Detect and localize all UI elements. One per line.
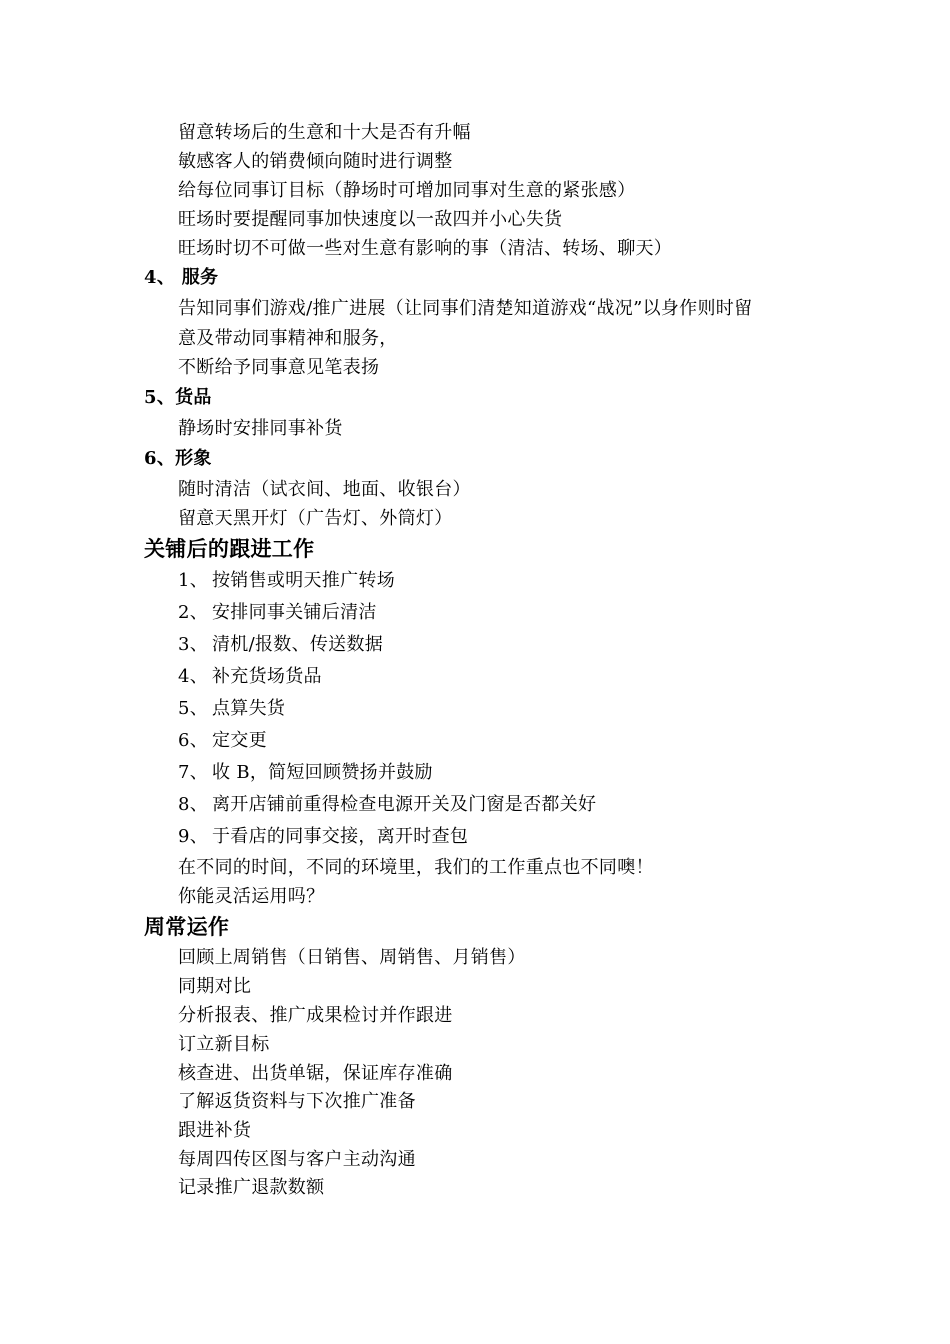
- text-line: 旺场时切不可做一些对生意有影响的事（清洁、转场、聊天）: [178, 238, 673, 259]
- text-line: 同期对比: [178, 976, 252, 997]
- list-number: 1、: [178, 570, 209, 591]
- section-heading-closing: 关铺后的跟进工作: [144, 537, 315, 561]
- list-number: 8、: [178, 794, 209, 815]
- text-line: 旺场时要提醒同事加快速度以一敌四并小心失货: [178, 209, 563, 230]
- list-text: 定交更: [212, 730, 267, 751]
- text-line: 跟进补货: [178, 1120, 252, 1141]
- section-heading-weekly: 周常运作: [144, 915, 230, 939]
- list-number: 5、: [178, 698, 209, 719]
- subheading-service: 4、 服务: [144, 267, 219, 288]
- list-text: 收 B，简短回顾赞扬并鼓励: [212, 762, 433, 783]
- list-number: 4、: [178, 666, 209, 687]
- text-line: 分析报表、推广成果检讨并作跟进: [178, 1005, 453, 1026]
- list-text: 补充货场货品: [212, 666, 322, 687]
- text-line: 意及带动同事精神和服务，: [178, 328, 398, 349]
- text-line: 给每位同事订目标（静场时可增加同事对生意的紧张感）: [178, 180, 636, 201]
- text-line: 敏感客人的销费倾向随时进行调整: [178, 151, 453, 172]
- list-number: 2、: [178, 602, 209, 623]
- list-item: [178, 761, 433, 785]
- list-number: 6、: [178, 730, 209, 751]
- list-item: [178, 729, 267, 753]
- text-line: 回顾上周销售（日销售、周销售、月销售）: [178, 947, 526, 968]
- list-text: 离开店铺前重得检查电源开关及门窗是否都关好: [212, 794, 597, 815]
- text-line: 订立新目标: [178, 1034, 270, 1055]
- list-text: 清机/报数、传送数据: [212, 634, 384, 655]
- list-number: 7、: [178, 762, 209, 783]
- text-line: 记录推广退款数额: [178, 1177, 325, 1198]
- list-text: 点算失货: [212, 698, 286, 719]
- text-line: 了解返货资料与下次推广准备: [178, 1091, 416, 1112]
- subheading-image: 6、形象: [144, 448, 212, 469]
- list-number: 3、: [178, 634, 209, 655]
- text-line: 留意转场后的生意和十大是否有升幅: [178, 122, 471, 143]
- subheading-goods: 5、货品: [144, 387, 212, 408]
- text-line: 告知同事们游戏/推广进展（让同事们清楚知道游戏“战况”以身作则时留: [178, 298, 753, 319]
- note-line: 在不同的时间，不同的环境里，我们的工作重点也不同噢！: [178, 857, 654, 878]
- list-item: [178, 665, 322, 689]
- note-line: 你能灵活运用吗？: [178, 886, 325, 907]
- list-item: [178, 793, 596, 817]
- list-item: [178, 633, 383, 657]
- list-text: 安排同事关铺后清洁: [212, 602, 377, 623]
- text-line: 核查进、出货单锯，保证库存准确: [178, 1063, 453, 1084]
- text-line: 每周四传区图与客户主动沟通: [178, 1149, 416, 1170]
- list-item: [178, 601, 377, 625]
- list-text: 按销售或明天推广转场: [212, 570, 395, 591]
- text-line: 随时清洁（试衣间、地面、收银台）: [178, 479, 471, 500]
- list-number: 9、: [178, 826, 209, 847]
- text-line: 静场时安排同事补货: [178, 418, 343, 439]
- list-item: [178, 825, 468, 849]
- text-line: 不断给予同事意见笔表扬: [178, 357, 380, 378]
- list-item: [178, 569, 395, 593]
- list-item: [178, 697, 285, 721]
- text-line: 留意天黑开灯（广告灯、外筒灯）: [178, 508, 453, 529]
- list-text: 于看店的同事交接，离开时查包: [212, 826, 469, 847]
